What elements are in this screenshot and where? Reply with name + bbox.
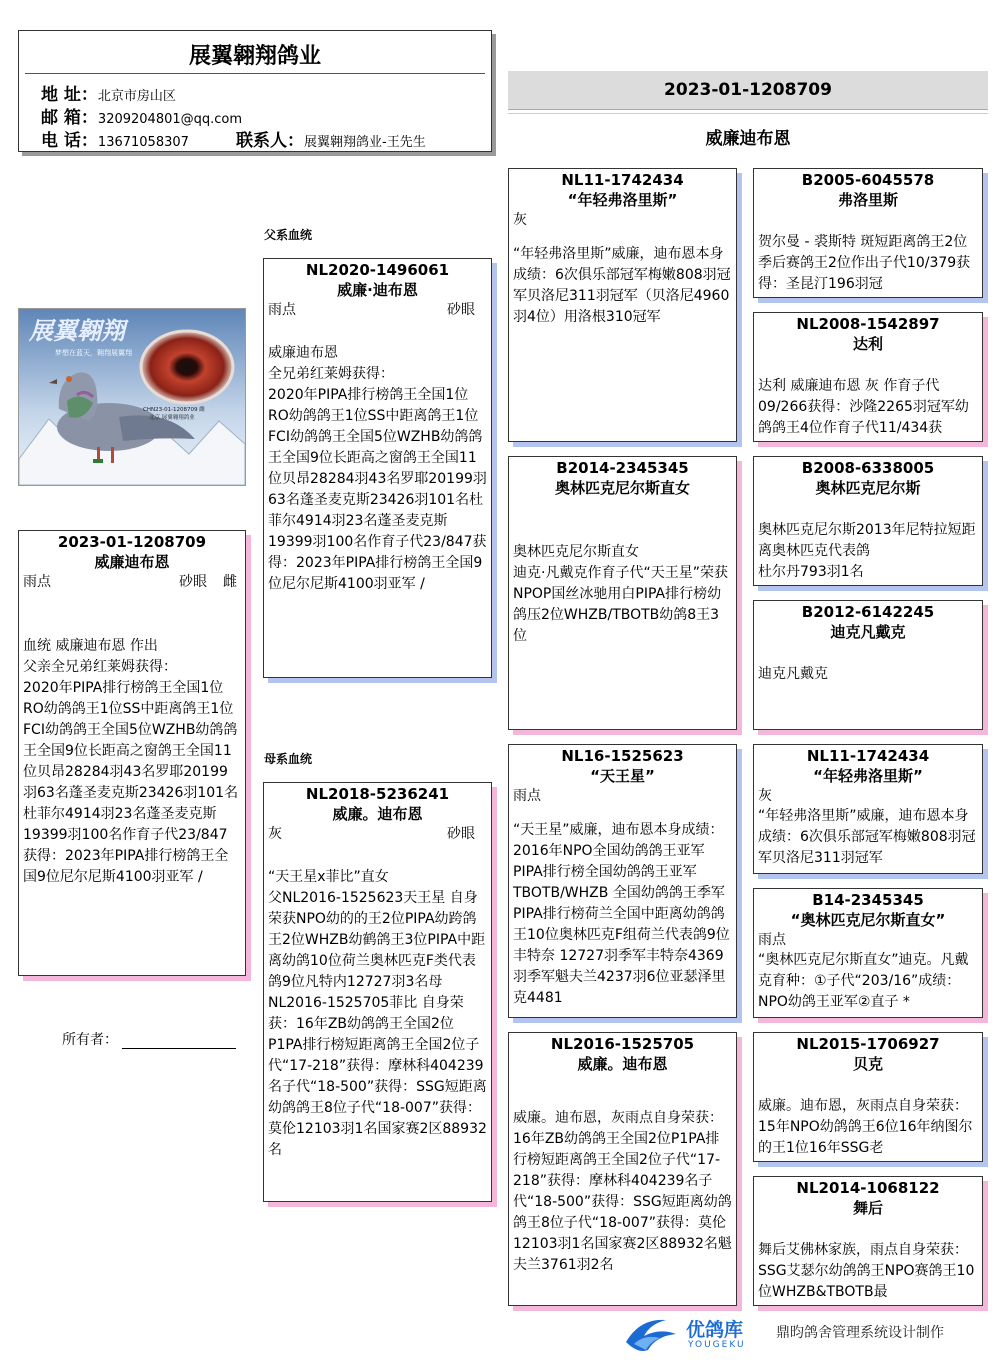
phone-row <box>41 130 491 152</box>
email-row <box>41 107 491 130</box>
ddd-description: 舞后艾佛林家族，雨点自身荣获：SSG艾瑟尔幼鸽鸽王NPO赛鸽王10位WHZB&TBOTB最 <box>758 1242 975 1300</box>
sire-section-label: 父系血统 <box>264 228 313 242</box>
footer-brand-cn: 优鸽库 <box>686 1319 744 1341</box>
ring-banner-text: 2023-01-1208709 <box>664 80 832 100</box>
pigeon-photo-art <box>19 309 245 485</box>
sire-color: 雨点 <box>268 302 296 318</box>
dd-ring: NL2016-1525705 <box>550 1035 695 1053</box>
sdd-description: 迪克凡戴克 <box>758 666 828 682</box>
ss-ring: NL11-1742434 <box>561 171 684 189</box>
dam-eye: 砂眼 <box>447 826 475 842</box>
ss-description: “年轻弗洛里斯”威廉，迪布恩本身成绩：6次俱乐部冠军梅嫩808羽冠军贝洛尼311羽冠军（贝洛尼4960羽4位）用洛根310冠军 <box>513 246 731 325</box>
dsd-card <box>753 888 983 1018</box>
sire-sire-card <box>508 168 737 442</box>
footer-brand-en: YOUGEKU <box>688 1340 746 1350</box>
dam-traits <box>264 824 491 846</box>
ss-color: 灰 <box>513 212 527 228</box>
sire-traits <box>264 300 491 322</box>
dd-description: 威廉。迪布恩，灰雨点自身荣获：16年ZB幼鸽鸽王全国2位P1PA排行榜短距离鸽王全国2位子代“17-218”获得：摩林科404239名子代“18-500”获得：SSG短距离幼鸽鸽王8位子代“18-007”获得：莫伦12103羽1名国家赛2区88932名魁夫兰3761羽2名 <box>513 1110 732 1273</box>
ds-name: “天王星” <box>590 767 655 785</box>
sdd-card <box>753 600 983 730</box>
ds-color: 雨点 <box>513 788 541 804</box>
sire-ring: NL2020-1496061 <box>305 261 450 279</box>
dss-name: “年轻弗洛里斯” <box>813 767 923 785</box>
sd-name: 奥林匹克尼尔斯直女 <box>554 479 690 497</box>
sss-description: 贺尔曼 - 裘斯特 斑短距离鸽王2位季后赛鸽王2位作出子代10/379获得：圣昆汀196羽冠 <box>758 234 971 292</box>
subject-traits <box>19 572 245 594</box>
banner-underline <box>508 113 988 114</box>
ring-banner <box>508 71 988 110</box>
dds-card <box>753 1032 983 1162</box>
bird-title: 威廉迪布恩 <box>705 129 791 149</box>
address-row <box>41 84 491 107</box>
dds-ring: NL2015-1706927 <box>796 1035 940 1053</box>
sire-description: 威廉迪布恩 全兄弟红莱姆获得： 2020年PIPA排行榜鸽王全国1位RO幼鸽鸽王1位SS中距离鸽王1位FCI幼鸽鸽王全国5位WZHB幼鸽鸽王全国9位长距高之窗鸽王全国11位贝昂28284羽43名罗耶20199羽63名蓬圣麦克斯23426羽101名杜菲尔4914羽23名蓬圣麦克斯19399羽100名作育子代23/847获得：2023年PIPA排行榜鸽王全国9位尼尔尼斯4100羽亚军 / <box>268 345 487 592</box>
subject-sex: 雌 <box>223 574 237 590</box>
subject-ring: 2023-01-1208709 <box>57 533 207 551</box>
dam-sire-card <box>508 744 737 1018</box>
dam-section-label: 母系血统 <box>264 752 313 766</box>
dds-name: 贝克 <box>852 1055 883 1073</box>
photo-caption-sub: 北京 展翼翱翔鸽业 <box>149 415 195 421</box>
sss-ring: B2005-6045578 <box>801 171 935 189</box>
dam-description: “天王星x菲比”直女 父NL2016-1525623天王星 自身荣获NPO幼的的王2位PIPA幼跨鸽王2位WHZB幼鹤鸽王3位PIPA中距离幼鸽10位荷兰奥林匹克F类代表鸽9位凡特内12727羽3名母NL2016-1525705菲比 自身荣获：16年ZB幼鸽鸽王全国2位P1PA排行榜短距离鸽王全国2位子代“17-218”获得：摩林科404239名子代“18-500”获得：SSG短距离幼鸽鸽王8位子代“18-007”获得：莫伦12103羽1名国家赛2区88932名 <box>268 869 487 1158</box>
dss-ring: NL11-1742434 <box>806 747 930 765</box>
owner-line <box>62 1029 236 1049</box>
ddd-ring: NL2014-1068122 <box>796 1179 940 1197</box>
ds-ring: NL16-1525623 <box>561 747 684 765</box>
dss-color: 灰 <box>758 788 772 804</box>
owner-blank <box>122 1048 236 1049</box>
photo-slogan: 梦想在蓝天，翱翔展翼翔 <box>55 349 132 357</box>
sd-color <box>509 498 736 520</box>
yougeku-logo-icon <box>620 1312 682 1356</box>
dam-color: 灰 <box>268 826 282 842</box>
ssd-name: 达利 <box>852 335 883 353</box>
sd-description: 奥林匹克尼尔斯直女 迪克·凡戴克作育子代“天王星”荣获 NPOP国丝冰驰用白PIPA排行榜幼鸽压2位WHZB/TBOTB幼鸽8王3位 <box>513 544 728 644</box>
phone-value: 13671058307 <box>97 135 189 150</box>
photo-caption-ring: CHN23-01-1208709 雌 <box>143 407 205 413</box>
sdd-name: 迪克凡戴克 <box>830 623 906 641</box>
ddd-name: 舞后 <box>852 1199 883 1217</box>
dsd-description: “奥林匹克尼尔斯直女”迪克。凡戴克育种：①子代“203/16”成绩：NPO幼鸽王亚军②直子 * <box>758 952 969 1010</box>
email-value: 3209204801@qq.com <box>97 112 243 127</box>
sire-eye: 砂眼 <box>447 302 475 318</box>
sire-card <box>263 258 492 678</box>
pigeon-photo <box>18 308 246 486</box>
dam-dam-card <box>508 1032 737 1306</box>
breeder-header <box>18 30 492 152</box>
ssd-ring: NL2008-1542897 <box>796 315 940 333</box>
footer <box>620 1312 1000 1358</box>
dds-description: 威廉。迪布恩，灰雨点自身荣获：15年NPO幼鸽鸽王6位16年纳图尔的王1位16年SSG老 <box>758 1098 973 1156</box>
dd-name: 威廉。迪布恩 <box>577 1055 668 1073</box>
sss-card <box>753 168 983 298</box>
contact-label: 联系人： <box>236 131 304 151</box>
sdd-ring: B2012-6142245 <box>801 603 935 621</box>
ds-description: “天王星”威廉，迪布恩本身成绩：2016年NPO全国幼鸽鸽王亚军PIPA排行榜全国幼鸽鸽王亚军TBOTB/WHZB 全国幼鸽鸽王季军PIPA排行榜荷兰全国中距离幼鸽鸽王10位奥林匹克F组荷兰代表鸽9位丰特奈 12727羽季军丰特奈4369羽季军魁夫兰4237羽6位亚瑟泽里克4481 <box>513 822 730 1006</box>
ss-name: “年轻弗洛里斯” <box>567 191 678 209</box>
breeder-title: 展翼翱翔鸽业 <box>188 44 321 69</box>
subject-card <box>18 530 246 976</box>
sds-name: 奥林匹克尼尔斯 <box>815 479 921 497</box>
dss-description: “年轻弗洛里斯”威廉，迪布恩本身成绩：6次俱乐部冠军梅嫩808羽冠军贝洛尼311羽冠军 <box>758 808 976 866</box>
owner-label: 所有者： <box>62 1032 118 1048</box>
address-label: 地 址： <box>41 85 98 105</box>
dsd-ring: B14-2345345 <box>812 891 924 909</box>
dam-name: 威廉。迪布恩 <box>332 805 423 823</box>
subject-eye: 砂眼 <box>179 574 207 590</box>
subject-color: 雨点 <box>23 574 51 590</box>
phone-label: 电 话： <box>41 131 98 151</box>
sds-description: 奥林匹克尼尔斯2013年尼特拉短距离奥林匹克代表鸽 杜尔丹793羽1名 <box>758 522 976 580</box>
sire-dam-card <box>508 456 737 730</box>
email-label: 邮 箱： <box>41 108 98 128</box>
dss-card <box>753 744 983 874</box>
dsd-color: 雨点 <box>758 932 786 948</box>
sds-ring: B2008-6338005 <box>801 459 935 477</box>
sire-name: 威廉·迪布恩 <box>337 281 418 299</box>
sds-card <box>753 456 983 586</box>
dam-card <box>263 782 492 1202</box>
dd-color <box>509 1074 736 1096</box>
sd-ring: B2014-2345345 <box>556 459 689 477</box>
subject-name: 威廉迪布恩 <box>94 553 170 571</box>
contact-value: 展翼翱翔鸽业-王先生 <box>304 135 426 150</box>
ssd-description: 达利 威廉迪布恩 灰 作育子代09/266获得：沙隆2265羽冠军幼鸽鸽王4位作育子代11/434获 <box>758 378 969 436</box>
dam-ring: NL2018-5236241 <box>305 785 450 803</box>
dsd-name: “奥林匹克尼尔斯直女” <box>790 911 946 929</box>
subject-description: 血统 威廉迪布恩 作出 父亲全兄弟红莱姆获得： 2020年PIPA排行榜鸽王全国1位RO幼鸽鸽王1位SS中距离鸽王1位FCI幼鸽鸽王全国5位WZHB幼鸽鸽王全国9位长距高之窗鸽王全国11位贝昂28284羽43名罗耶20199羽63名蓬圣麦克斯23426羽101名杜菲尔4914羽23名蓬圣麦克斯19399羽100名作育子代23/847获得：2023年PIPA排行榜鸽王全国9位尼尔尼斯4100羽亚军 / <box>23 638 239 885</box>
footer-credit: 鼎昀鸽舍管理系统设计制作 <box>776 1325 944 1341</box>
photo-logo-text: 展翼翱翔 <box>29 316 125 345</box>
ssd-card <box>753 312 983 442</box>
address-value: 北京市房山区 <box>97 89 176 104</box>
sss-name: 弗洛里斯 <box>837 191 898 209</box>
ddd-card <box>753 1176 983 1306</box>
